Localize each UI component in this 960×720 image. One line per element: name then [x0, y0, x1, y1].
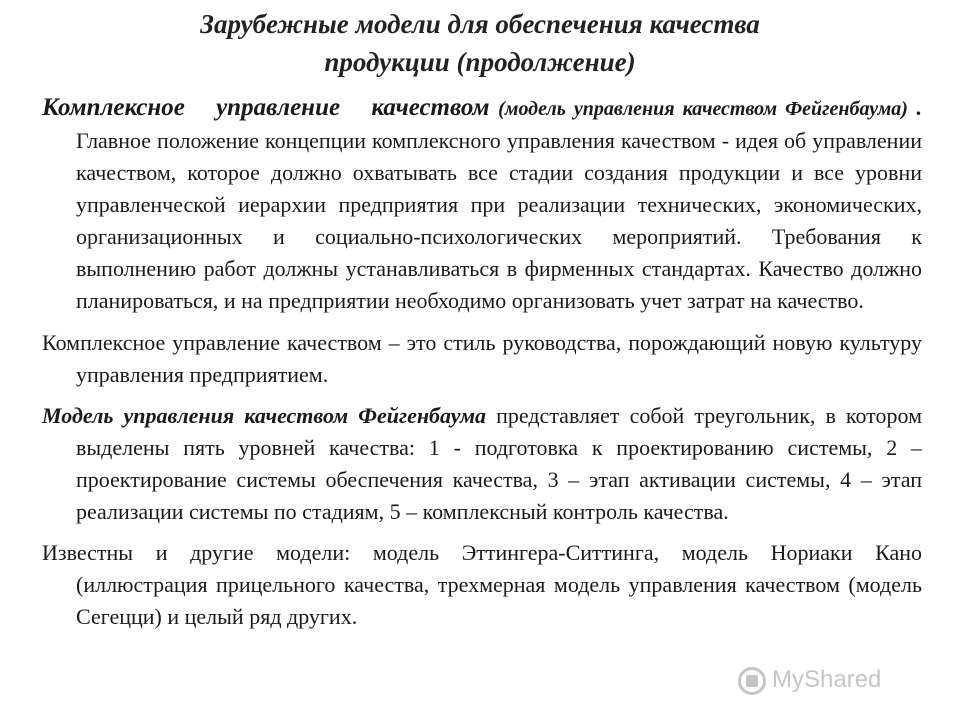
paragraph-lead-dot: . — [907, 95, 923, 120]
paragraph-text: представляет собой треугольник, в котором выделены пять уровней качества: 1 - подготовка к проектированию системы, 2 – проектирование системы обеспечения качества, 3 – этап активации системы, 4 – этап реализации системы по стадиям, 5 – комплексный контроль качества. — [76, 403, 922, 524]
watermark-text: MyShared — [772, 666, 882, 693]
slide-title — [0, 5, 960, 81]
paragraph-feigenbaum-model — [42, 400, 922, 528]
paragraph-lead-term: Комплексное управление качеством — [42, 94, 490, 121]
paragraph-lead-term: Модель управления качеством Фейгенбаума — [42, 403, 487, 428]
watermark — [738, 662, 938, 698]
paragraph-text: Главное положение концепции комплексного управления качеством - идея об управлении качеством, которое должно охватывать все стадии создания продукции и все уровни управленческой иерархии предприятия при реализации технических, экономических, организационных и социально-психологических мероприятий. Требования к выполнению работ должны устанавливаться в фирменных стандартах. Качество должно планироваться, и на предприятии необходимо организовать учет затрат на качество. — [76, 128, 922, 313]
watermark-logo-icon — [738, 667, 766, 695]
slide-title-line2: продукции (продолжение) — [324, 47, 636, 77]
paragraph-text: Комплексное управление качеством – это стиль руководства, порождающий новую культуру управления предприятием. — [42, 330, 922, 387]
paragraph-management-style — [42, 327, 922, 391]
paragraph-text: Известны и другие модели: модель Эттингера-Ситтинга, модель Нориаки Кано (иллюстрация прицельного качества, трехмерная модель управления качеством (модель Сегецци) и целый ряд других. — [42, 540, 922, 629]
paragraph-other-models — [42, 537, 922, 633]
paragraph-comprehensive-quality-management — [42, 92, 922, 317]
paragraph-lead-parenthetical: (модель управления качеством Фейгенбаума) — [498, 98, 908, 120]
slide-title-line1: Зарубежные модели для обеспечения качества — [200, 9, 760, 39]
slide-body — [42, 92, 922, 642]
